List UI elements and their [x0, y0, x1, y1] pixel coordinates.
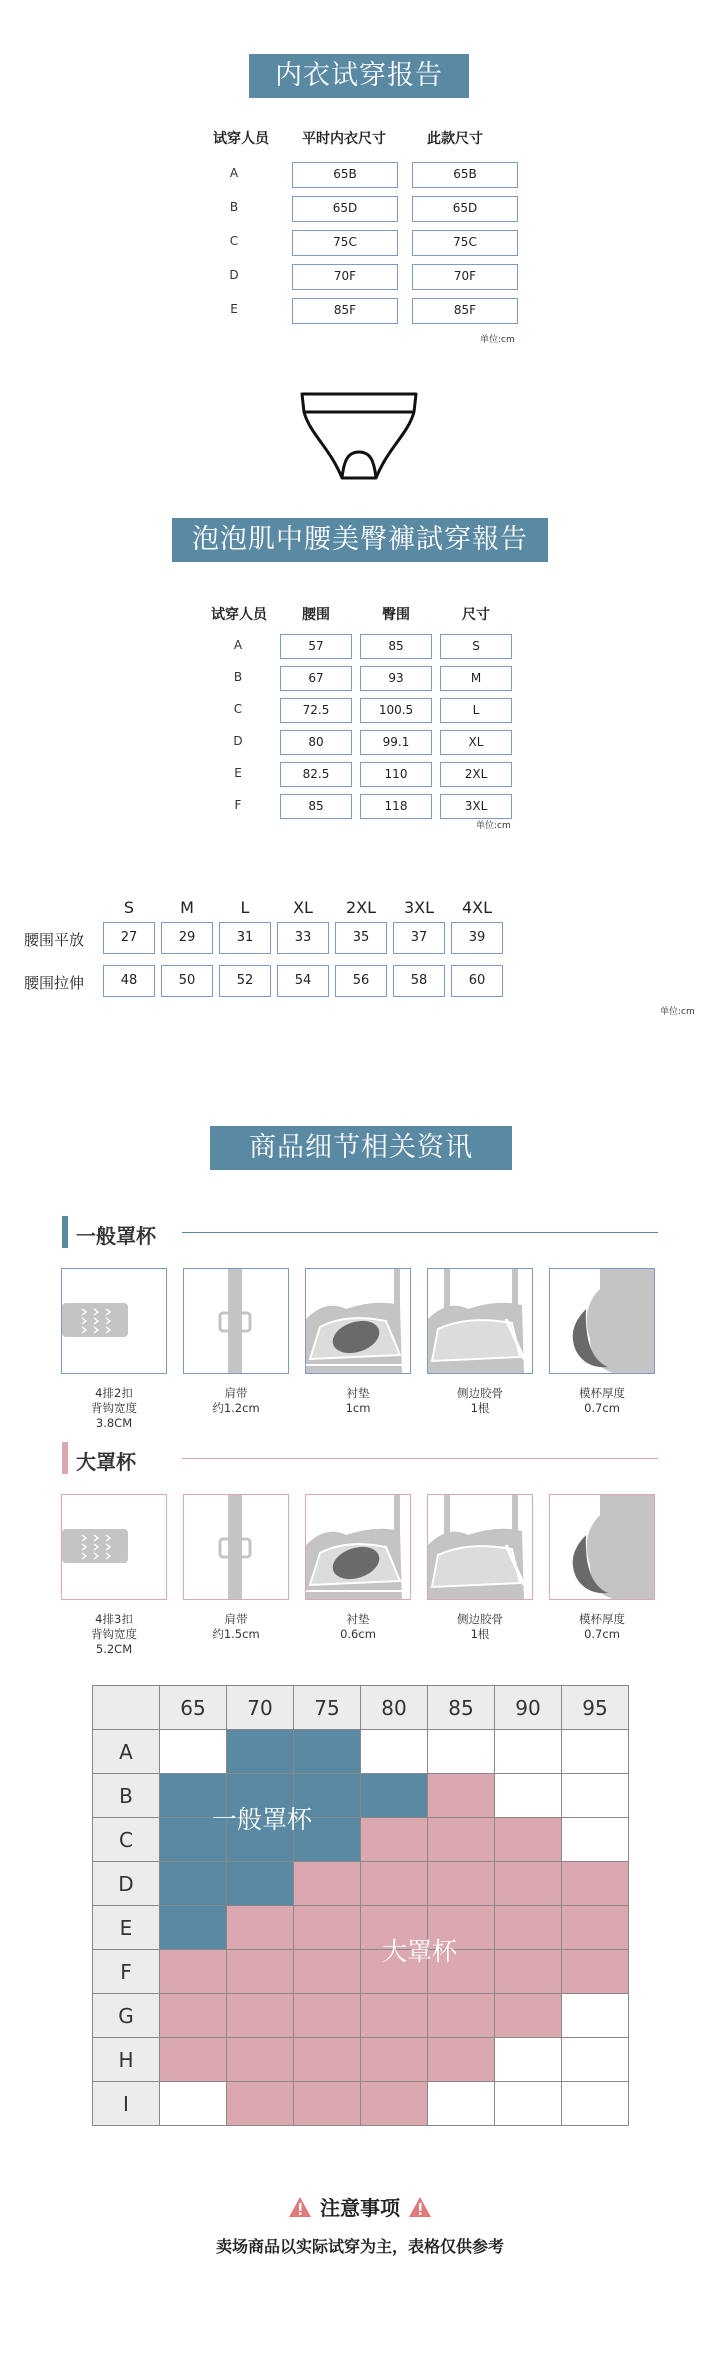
large-cup-label: 大罩杯: [382, 1937, 458, 1966]
item-caption: [61, 1612, 167, 1657]
band-size-header: 90: [495, 1686, 562, 1730]
tester-label: E: [230, 302, 238, 316]
table-cell: 31: [219, 922, 271, 954]
caption-line: 4排3扣: [95, 1612, 133, 1626]
notice-text: 卖场商品以实际试穿为主，表格仅供参考: [215, 2237, 504, 2256]
table-cell: 85F: [292, 298, 398, 324]
size-cell: [495, 1730, 562, 1774]
hook-eye-closure-icon: [61, 1494, 167, 1600]
size-cell: [294, 1730, 361, 1774]
size-header: 2XL: [345, 898, 377, 917]
table-cell: 85: [360, 634, 432, 659]
regular-cup-label: 一般罩杯: [212, 1805, 313, 1834]
table-cell: 67: [280, 666, 352, 691]
table-cell: 65D: [292, 196, 398, 222]
table-cell: 35: [335, 922, 387, 954]
size-cell: [227, 1950, 294, 1994]
table-cell: 85: [280, 794, 352, 819]
table-cell: XL: [440, 730, 512, 755]
group-divider: [182, 1232, 658, 1233]
row-label: 腰围拉伸: [23, 974, 84, 992]
caption-line: 衬垫: [346, 1612, 370, 1626]
size-cell: [562, 2082, 629, 2126]
caption-line: 背钩宽度: [91, 1401, 137, 1415]
caption-line: 肩带: [224, 1612, 248, 1626]
size-cell: [562, 1906, 629, 1950]
table-cell: 110: [360, 762, 432, 787]
table-cell: 82.5: [280, 762, 352, 787]
size-cell: [227, 1862, 294, 1906]
caption-line: 侧边胶骨: [457, 1386, 503, 1400]
cup-size-header: I: [93, 2082, 160, 2126]
table-header: 平时内衣尺寸: [302, 131, 386, 147]
tester-label: C: [229, 234, 239, 248]
table-cell: 27: [103, 922, 155, 954]
caption-line: 肩带: [224, 1386, 248, 1400]
size-header: 3XL: [403, 898, 435, 917]
band-size-header: 75: [294, 1686, 361, 1730]
cup-size-header: A: [93, 1730, 160, 1774]
tester-label: E: [234, 766, 242, 780]
size-cell: [562, 1950, 629, 1994]
caption-line: 5.2CM: [95, 1642, 133, 1656]
hook-eye-closure-icon: [61, 1268, 167, 1374]
size-cell: [160, 1862, 227, 1906]
size-cell: [562, 1818, 629, 1862]
table-cell: 37: [393, 922, 445, 954]
size-cell: [160, 2038, 227, 2082]
cup-pad-icon: [305, 1494, 411, 1600]
band-size-header: 65: [160, 1686, 227, 1730]
size-cell: [227, 1906, 294, 1950]
side-boning-icon: [427, 1494, 533, 1600]
size-cell: [160, 1730, 227, 1774]
size-cell: [428, 1994, 495, 2038]
item-caption: [61, 1386, 167, 1431]
size-cell: [227, 1994, 294, 2038]
tester-label: B: [233, 670, 243, 684]
item-caption: [549, 1612, 655, 1642]
size-cell: [294, 2082, 361, 2126]
size-cell: [495, 2082, 562, 2126]
size-cell: [495, 1994, 562, 2038]
caption-line: 1根: [470, 1627, 490, 1641]
table-cell: 50: [161, 965, 213, 997]
table-header: 试穿人员: [213, 131, 269, 147]
size-cell: [294, 1906, 361, 1950]
row-label: 腰围平放: [23, 931, 84, 949]
size-cell: [562, 1774, 629, 1818]
table-cell: 65D: [412, 196, 518, 222]
group-title: 大罩杯: [76, 1450, 136, 1474]
size-cell: [562, 1730, 629, 1774]
size-cell: [361, 1862, 428, 1906]
size-cell: [428, 1818, 495, 1862]
item-caption: [427, 1386, 533, 1416]
tester-label: B: [229, 200, 239, 214]
table-header: 腰围: [302, 607, 330, 623]
item-caption: [427, 1612, 533, 1642]
cup-size-header: C: [93, 1818, 160, 1862]
table-header: 臀围: [382, 607, 410, 623]
table-cell: 56: [335, 965, 387, 997]
caption-line: 4排2扣: [95, 1386, 133, 1400]
bra-report-title: 内衣试穿报告: [249, 54, 469, 98]
size-cell: [562, 2038, 629, 2082]
caption-line: 1cm: [345, 1401, 371, 1415]
table-cell: 58: [393, 965, 445, 997]
size-cell: [428, 2082, 495, 2126]
table-cell: M: [440, 666, 512, 691]
cup-size-grid: [92, 1685, 629, 2126]
panty-report-title: 泡泡肌中腰美臀褲試穿報告: [172, 518, 548, 562]
cup-pad-icon: [305, 1268, 411, 1374]
band-size-header: 85: [428, 1686, 495, 1730]
table-cell: 65B: [292, 162, 398, 188]
item-caption: [183, 1386, 289, 1416]
size-cell: [227, 1730, 294, 1774]
table-cell: 3XL: [440, 794, 512, 819]
size-cell: [361, 1730, 428, 1774]
size-cell: [294, 1950, 361, 1994]
size-cell: [294, 1994, 361, 2038]
table-cell: 75C: [412, 230, 518, 256]
warning-icon: [288, 2196, 312, 2223]
panty-report-unit: 单位:cm: [476, 821, 511, 831]
table-cell: 52: [219, 965, 271, 997]
band-size-header: 80: [361, 1686, 428, 1730]
table-cell: 85F: [412, 298, 518, 324]
item-caption: [183, 1612, 289, 1642]
size-cell: [428, 1774, 495, 1818]
table-header: 尺寸: [462, 607, 490, 623]
caption-line: 约1.2cm: [212, 1401, 260, 1415]
item-caption: [305, 1386, 411, 1416]
shoulder-strap-icon: [183, 1268, 289, 1374]
size-cell: [361, 2038, 428, 2082]
cup-size-header: B: [93, 1774, 160, 1818]
table-cell: 80: [280, 730, 352, 755]
shoulder-strap-icon: [183, 1494, 289, 1600]
table-cell: 57: [280, 634, 352, 659]
table-cell: 39: [451, 922, 503, 954]
notice-title: 注意事项: [320, 2196, 400, 2220]
size-cell: [495, 2038, 562, 2082]
caption-line: 0.6cm: [340, 1627, 376, 1641]
band-size-header: 95: [562, 1686, 629, 1730]
size-cell: [495, 1906, 562, 1950]
panties-icon: [296, 390, 422, 486]
size-cell: [361, 1818, 428, 1862]
tester-label: A: [229, 166, 239, 180]
size-cell: [495, 1818, 562, 1862]
size-cell: [495, 1862, 562, 1906]
tester-label: F: [234, 798, 242, 812]
table-cell: 65B: [412, 162, 518, 188]
cup-size-header: F: [93, 1950, 160, 1994]
details-title: 商品细节相关资讯: [210, 1126, 512, 1170]
cup-size-header: D: [93, 1862, 160, 1906]
size-header: S: [123, 898, 135, 917]
table-header: 试穿人员: [211, 607, 267, 623]
table-cell: 72.5: [280, 698, 352, 723]
caption-line: 约1.5cm: [212, 1627, 260, 1641]
size-cell: [227, 2038, 294, 2082]
table-cell: 60: [451, 965, 503, 997]
size-cell: [160, 2082, 227, 2126]
tester-label: D: [229, 268, 239, 282]
side-boning-icon: [427, 1268, 533, 1374]
group-divider: [182, 1458, 658, 1459]
table-cell: 54: [277, 965, 329, 997]
size-header: 4XL: [461, 898, 493, 917]
caption-line: 侧边胶骨: [457, 1612, 503, 1626]
table-cell: 70F: [412, 264, 518, 290]
table-cell: 33: [277, 922, 329, 954]
notice-header: [0, 2192, 720, 2223]
table-header: 此款尺寸: [427, 131, 483, 147]
group-accent-bar: [62, 1442, 68, 1474]
table-cell: 100.5: [360, 698, 432, 723]
caption-line: 背钩宽度: [91, 1627, 137, 1641]
cup-thickness-icon: [549, 1268, 655, 1374]
size-cell: [428, 1730, 495, 1774]
table-cell: 75C: [292, 230, 398, 256]
size-cell: [495, 1950, 562, 1994]
caption-line: 模杯厚度: [579, 1612, 625, 1626]
size-cell: [495, 1774, 562, 1818]
table-cell: S: [440, 634, 512, 659]
size-cell: [294, 1862, 361, 1906]
group-accent-bar: [62, 1216, 68, 1248]
size-header: M: [180, 898, 194, 917]
caption-line: 3.8CM: [95, 1416, 133, 1430]
size-cell: [294, 2038, 361, 2082]
caption-line: 1根: [470, 1401, 490, 1415]
caption-line: 衬垫: [346, 1386, 370, 1400]
table-cell: 93: [360, 666, 432, 691]
size-cell: [361, 1774, 428, 1818]
size-cell: [428, 1862, 495, 1906]
tester-label: D: [233, 734, 243, 748]
size-header: XL: [293, 898, 313, 917]
table-cell: 2XL: [440, 762, 512, 787]
cup-size-header: G: [93, 1994, 160, 2038]
band-size-header: 70: [227, 1686, 294, 1730]
table-cell: 48: [103, 965, 155, 997]
size-cell: [160, 1994, 227, 2038]
table-cell: 70F: [292, 264, 398, 290]
warning-icon: [408, 2196, 432, 2223]
table-cell: 99.1: [360, 730, 432, 755]
size-header: L: [240, 898, 250, 917]
grid-corner: [93, 1686, 160, 1730]
waist-table-unit: 单位:cm: [660, 1007, 695, 1017]
table-cell: 29: [161, 922, 213, 954]
item-caption: [305, 1612, 411, 1642]
size-cell: [160, 1950, 227, 1994]
size-cell: [361, 1994, 428, 2038]
cup-thickness-icon: [549, 1494, 655, 1600]
cup-size-header: H: [93, 2038, 160, 2082]
tester-label: C: [233, 702, 243, 716]
size-cell: [227, 2082, 294, 2126]
caption-line: 0.7cm: [584, 1627, 620, 1641]
size-cell: [160, 1906, 227, 1950]
size-cell: [361, 2082, 428, 2126]
table-cell: L: [440, 698, 512, 723]
size-cell: [428, 2038, 495, 2082]
table-cell: 118: [360, 794, 432, 819]
caption-line: 0.7cm: [584, 1401, 620, 1415]
tester-label: A: [233, 638, 243, 652]
item-caption: [549, 1386, 655, 1416]
size-cell: [562, 1862, 629, 1906]
caption-line: 模杯厚度: [579, 1386, 625, 1400]
group-title: 一般罩杯: [76, 1224, 156, 1248]
cup-size-header: E: [93, 1906, 160, 1950]
bra-report-unit: 单位:cm: [480, 335, 515, 345]
size-cell: [562, 1994, 629, 2038]
